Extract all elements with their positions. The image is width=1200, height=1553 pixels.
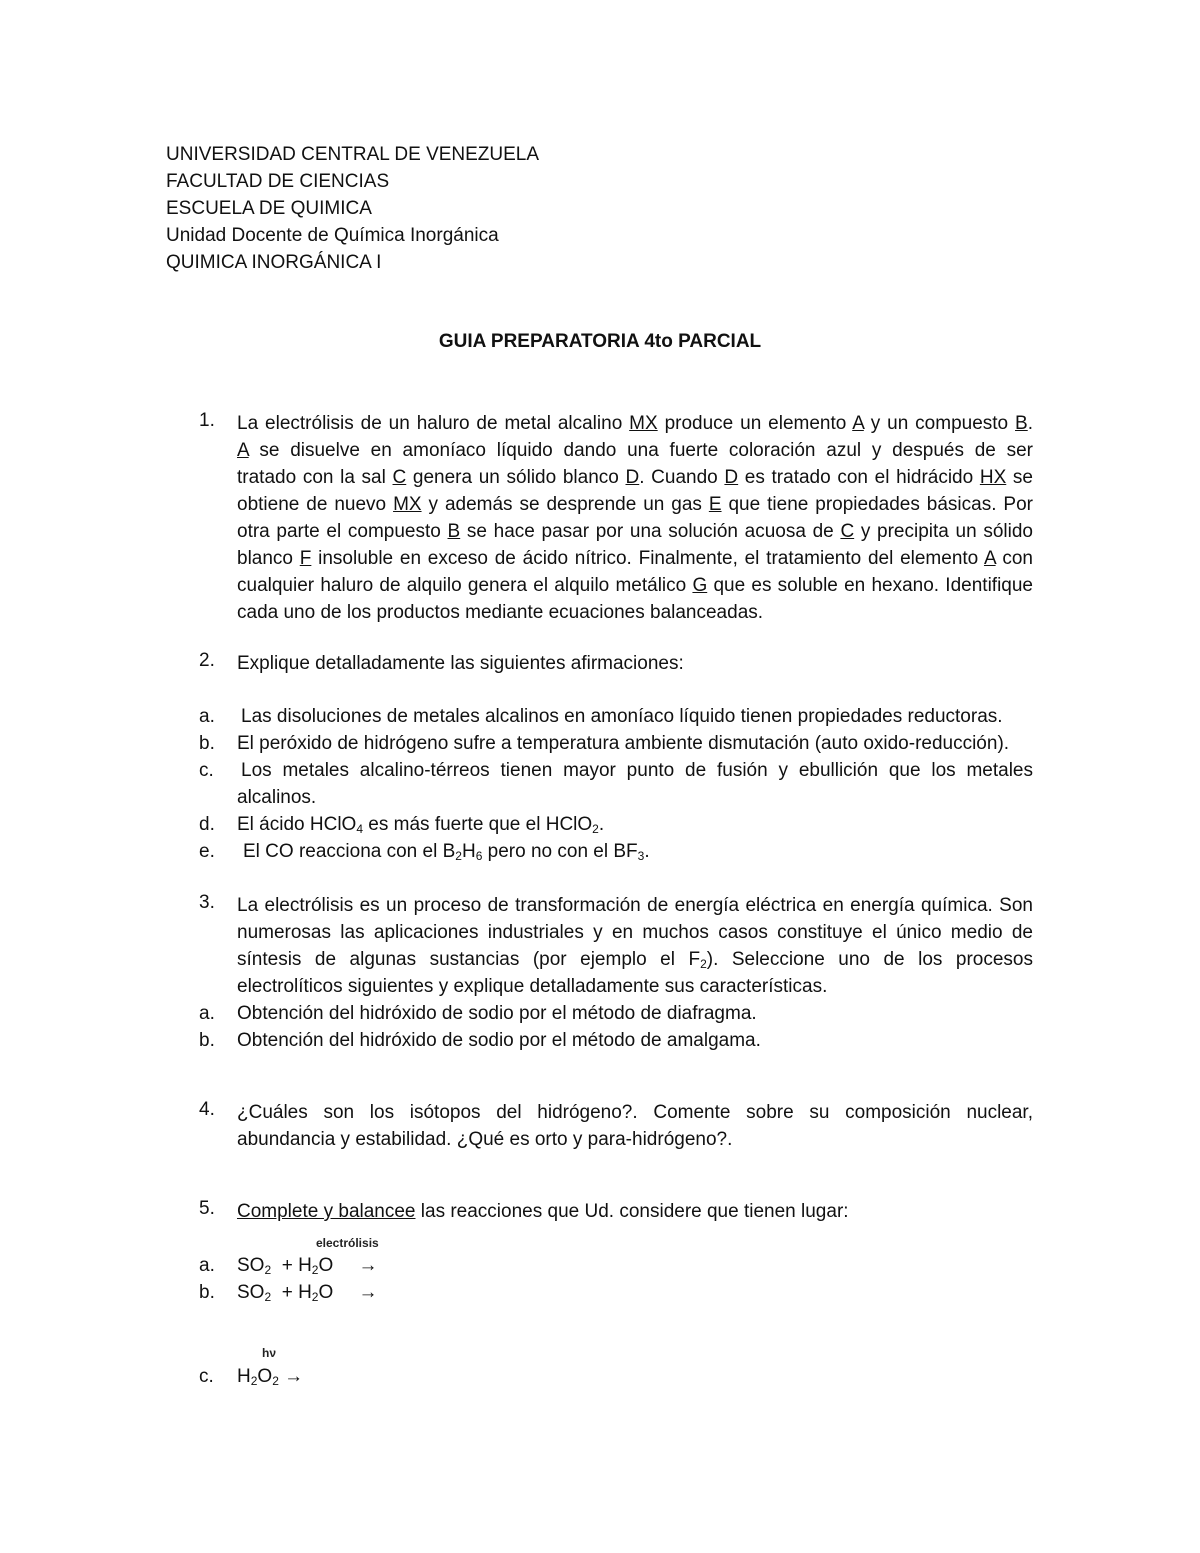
item-label: d.	[199, 814, 215, 835]
item-text: Obtención del hidróxido de sodio por el método de diafragma.	[237, 1003, 757, 1024]
question-line: numerosas las aplicaciones industriales y en muchos casos constituye el único medio de	[237, 922, 1033, 943]
document-title: GUIA PREPARATORIA 4to PARCIAL	[438, 331, 762, 352]
question-line: ¿Cuáles son los isótopos del hidrógeno?. Comente sobre su composición nuclear,	[237, 1102, 1033, 1123]
item-label: a.	[199, 1003, 215, 1024]
item-label: a.	[199, 706, 215, 727]
item-line: Los metales alcalino-térreos tienen mayor punto de fusión y ebullición que los metales	[241, 760, 1033, 781]
question-line: cualquier haluro de alquilo genera el alquilo metálico G que es soluble en hexano. Identifique	[237, 575, 1033, 596]
question-number: 3.	[199, 892, 215, 913]
item-line: alcalinos.	[237, 787, 317, 808]
light-annotation: hν	[262, 1346, 277, 1360]
question-text	[237, 1198, 1033, 1225]
unit-name: Unidad Docente de Química Inorgánica	[166, 225, 499, 246]
question-line: A se disuelve en amoníaco líquido dando una fuerte coloración azul y después de ser	[237, 440, 1033, 461]
item-label: c.	[199, 760, 214, 781]
item-label: b.	[199, 733, 215, 754]
question-number: 2.	[199, 650, 215, 671]
question-line: cada uno de los productos mediante ecuaciones balanceadas.	[237, 602, 764, 623]
item-text: El CO reacciona con el $B_2H_6$ pero no con el $BF_3$.	[243, 841, 650, 863]
university-name: UNIVERSIDAD CENTRAL DE VENEZUELA	[166, 144, 540, 165]
item-label: c.	[199, 1366, 214, 1387]
question-text	[237, 892, 1033, 1000]
question-line	[237, 1198, 1033, 1225]
item-text: El peróxido de hidrógeno sufre a temperatura ambiente dismutación (auto oxido-reducción).	[237, 733, 1010, 754]
item-text: Las disoluciones de metales alcalinos en amoníaco líquido tienen propiedades reductoras.	[241, 706, 1003, 727]
reaction-equation: $SO_2 + H_2O$ →	[237, 1282, 378, 1304]
question-line: abundancia y estabilidad. ¿Qué es orto y para-hidrógeno?.	[237, 1129, 733, 1150]
question-text-rest: las reacciones que Ud. considere que tienen lugar:	[415, 1201, 849, 1222]
question-line: tratado con la sal C genera un sólido blanco D. Cuando D es tratado con el hidrácido HX se	[237, 467, 1033, 488]
question-line: Explique detalladamente las siguientes afirmaciones:	[237, 653, 684, 674]
item-label: b.	[199, 1282, 215, 1303]
institution-header	[166, 141, 539, 276]
question-text	[237, 410, 1033, 626]
item-label: e.	[199, 841, 215, 862]
item-text: El ácido HClO$_4$ es más fuerte que el HClO$_2$.	[237, 814, 605, 836]
item-text: Obtención del hidróxido de sodio por el método de amalgama.	[237, 1030, 761, 1051]
item-text	[237, 757, 1033, 811]
question-text	[237, 1099, 1033, 1153]
question-number: 5.	[199, 1198, 215, 1219]
question-number: 1.	[199, 410, 215, 431]
question-line: La electrólisis es un proceso de transformación de energía eléctrica en energía química. Son	[237, 895, 1033, 916]
reaction-equation: $SO_2 + H_2O$ →	[237, 1255, 378, 1277]
question-line: blanco F insoluble en exceso de ácido nítrico. Finalmente, el tratamiento del elemento A con	[237, 548, 1033, 569]
electrolysis-annotation: electrólisis	[316, 1236, 379, 1250]
faculty-name: FACULTAD DE CIENCIAS	[166, 171, 390, 192]
school-name: ESCUELA DE QUIMICA	[166, 198, 372, 219]
question-line: obtiene de nuevo MX y además se desprende un gas E que tiene propiedades básicas. Por	[237, 494, 1033, 515]
reaction-equation: $H_2O_2$ →	[237, 1366, 304, 1388]
item-label: b.	[199, 1030, 215, 1051]
question-line: otra parte el compuesto B se hace pasar por una solución acuosa de C y precipita un sólido	[237, 521, 1034, 542]
item-label: a.	[199, 1255, 215, 1276]
question-line: La electrólisis de un haluro de metal alcalino MX produce un elemento A y un compuesto B.	[237, 413, 1033, 434]
question-number: 4.	[199, 1099, 215, 1120]
underlined-phrase: Complete y balancee	[237, 1201, 416, 1222]
question-line: electrolíticos siguientes y explique detalladamente sus características.	[237, 976, 828, 997]
question-line: síntesis de algunas sustancias (por ejemplo el $F_2$). Seleccione uno de los procesos	[237, 949, 1033, 971]
course-name: QUIMICA INORGÁNICA I	[166, 252, 382, 273]
question-text	[237, 650, 1033, 677]
